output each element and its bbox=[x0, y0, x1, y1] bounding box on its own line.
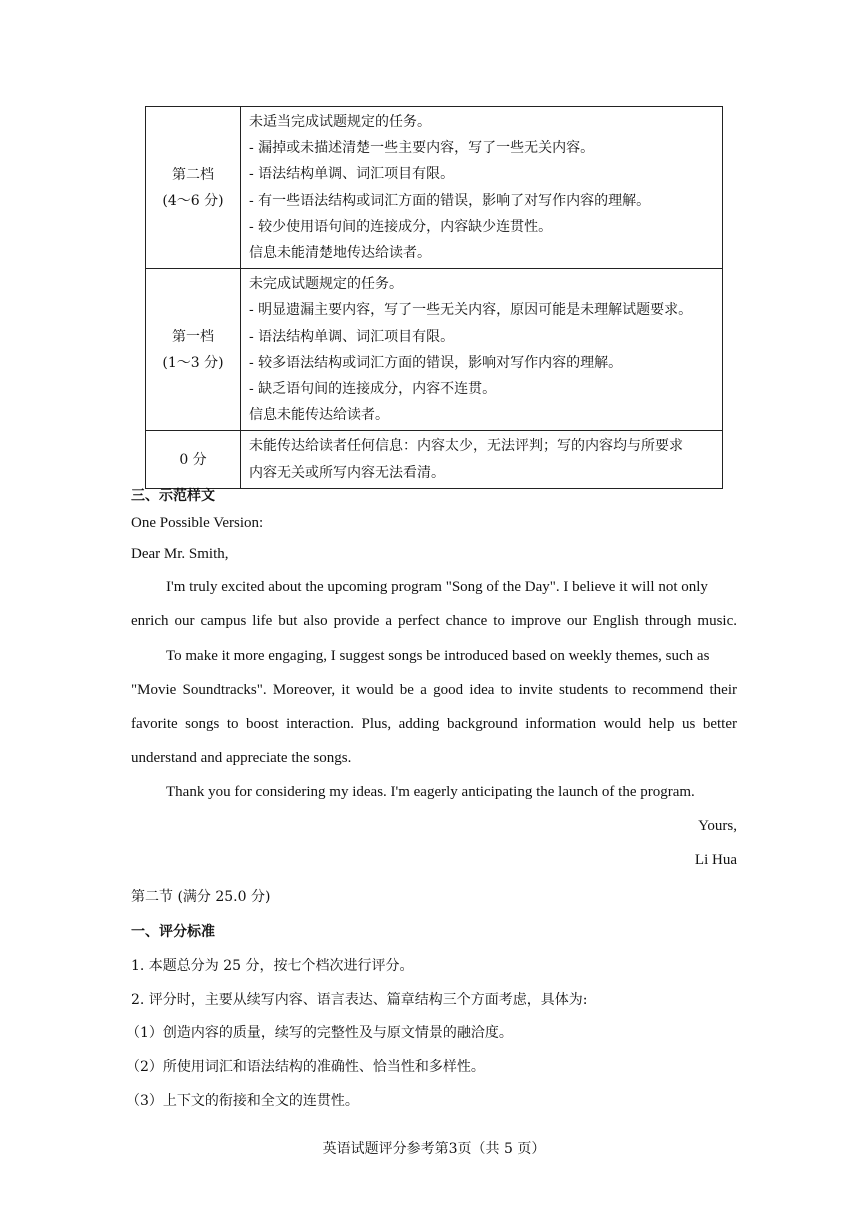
description-cell bbox=[241, 431, 723, 488]
description-cell bbox=[241, 107, 723, 269]
page-footer: 英语试题评分参考第3页（共 5 页） bbox=[322, 1141, 546, 1157]
description-line: - 缺乏语句间的连接成分，内容不连贯。 bbox=[249, 381, 497, 398]
paragraph-line: understand and appreciate the songs. bbox=[131, 750, 352, 766]
grade-range: (1～3 分) bbox=[162, 354, 224, 371]
paragraph-line: "Movie Soundtracks". Moreover, it would be a good idea to invite students to recommend their bbox=[131, 682, 737, 698]
rubric-table bbox=[145, 106, 723, 489]
paragraph-line: enrich our campus life but also provide a perfect chance to improve our English through music. bbox=[131, 613, 737, 629]
table-row bbox=[146, 269, 723, 431]
grade-cell bbox=[146, 431, 241, 488]
criteria-item: 1. 本题总分为 25 分，按七个档次进行评分。 bbox=[131, 958, 414, 974]
description-line: - 明显遗漏主要内容，写了一些无关内容，原因可能是未理解试题要求。 bbox=[249, 302, 693, 319]
description-line: 未完成试题规定的任务。 bbox=[249, 276, 403, 293]
version-label: One Possible Version: bbox=[131, 515, 264, 531]
description-line: - 语法结构单调、词汇项目有限。 bbox=[249, 166, 455, 183]
description-line: 信息未能清楚地传达给读者。 bbox=[249, 245, 431, 262]
criteria-item: （2）所使用词汇和语法结构的准确性、恰当性和多样性。 bbox=[126, 1059, 485, 1075]
description-line: 未适当完成试题规定的任务。 bbox=[249, 114, 431, 130]
section-title: 第二节 (满分 25.0 分) bbox=[131, 889, 271, 905]
grade-label: 第二档 bbox=[172, 166, 214, 183]
paragraph-line: Thank you for considering my ideas. I'm eagerly anticipating the launch of the program. bbox=[166, 784, 695, 800]
description-line: - 较少使用语句间的连接成分，内容缺少连贯性。 bbox=[249, 218, 553, 235]
description-line: 信息未能传达给读者。 bbox=[249, 407, 389, 424]
grade-cell bbox=[146, 269, 241, 431]
criteria-heading: 一、评分标准 bbox=[131, 924, 215, 940]
grade-cell bbox=[146, 107, 241, 269]
description-line: - 有一些语法结构或词汇方面的错误，影响了对写作内容的理解。 bbox=[249, 192, 651, 209]
paragraph-line: I'm truly excited about the upcoming program "Song of the Day". I believe it will not only bbox=[166, 579, 708, 595]
table-row bbox=[146, 107, 723, 269]
description-line: 未能传达给读者任何信息：内容太少，无法评判；写的内容均与所要求 bbox=[249, 438, 683, 455]
criteria-item: 2. 评分时，主要从续写内容、语言表达、篇章结构三个方面考虑，具体为: bbox=[131, 992, 588, 1008]
grade-label: 第一档 bbox=[172, 328, 214, 345]
description-cell bbox=[241, 269, 723, 431]
signature: Li Hua bbox=[694, 852, 737, 868]
grade-range: (4～6 分) bbox=[162, 192, 224, 209]
salutation: Dear Mr. Smith, bbox=[131, 546, 229, 562]
paragraph-line: favorite songs to boost interaction. Plus, adding background information would help us better bbox=[131, 716, 737, 732]
criteria-item: （3）上下文的衔接和全文的连贯性。 bbox=[126, 1093, 359, 1109]
description-line: - 较多语法结构或词汇方面的错误，影响对写作内容的理解。 bbox=[249, 354, 623, 371]
criteria-item: （1）创造内容的质量，续写的完整性及与原文情景的融洽度。 bbox=[126, 1025, 513, 1041]
description-line: - 漏掉或未描述清楚一些主要内容，写了一些无关内容。 bbox=[249, 140, 595, 157]
sample-heading: 三、示范样文 bbox=[131, 488, 215, 504]
grade-label: 0 分 bbox=[179, 451, 207, 468]
closing: Yours, bbox=[698, 818, 737, 834]
table-row bbox=[146, 431, 723, 488]
description-line: 内容无关或所写内容无法看清。 bbox=[249, 464, 445, 481]
description-line: - 语法结构单调、词汇项目有限。 bbox=[249, 328, 455, 345]
paragraph-line: To make it more engaging, I suggest songs be introduced based on weekly themes, such as bbox=[166, 648, 710, 664]
